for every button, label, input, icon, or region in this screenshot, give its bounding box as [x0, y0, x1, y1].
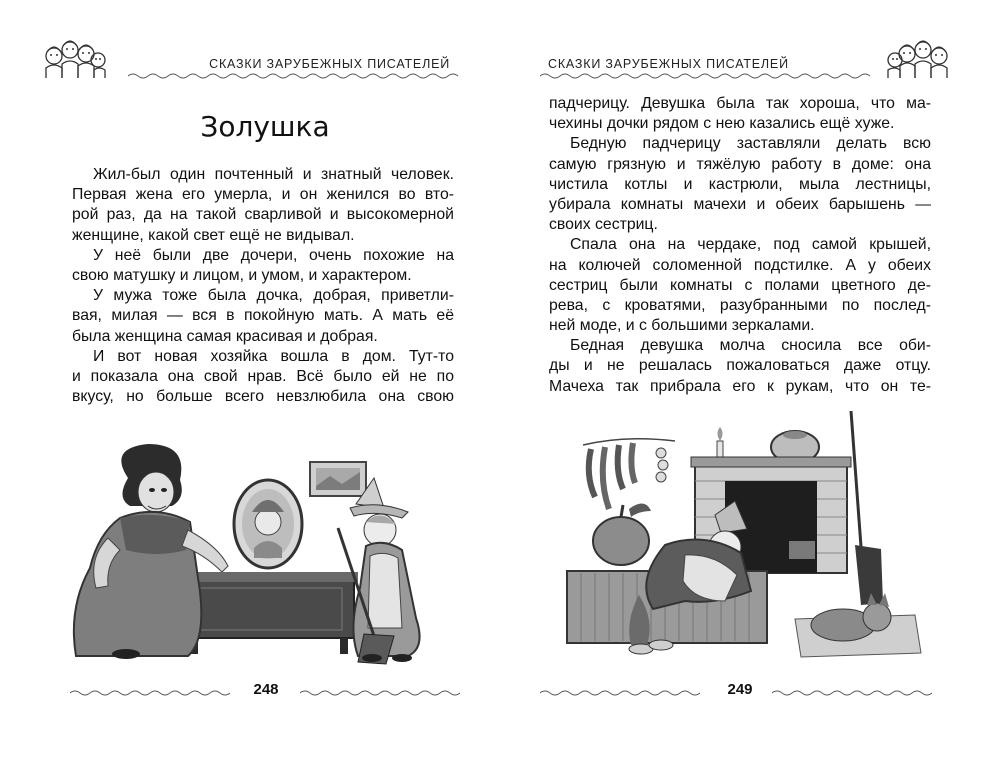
text-line: вкусу, но больше всего невзлюбила она свою — [72, 388, 454, 406]
story-title: Золушка — [200, 110, 330, 143]
running-head: СКАЗКИ ЗАРУБЕЖНЫХ ПИСАТЕЛЕЙ — [209, 57, 450, 71]
children-faces-logo-icon — [42, 34, 108, 80]
text-line: ней моде, и с большими зеркалами. — [549, 317, 815, 335]
text-line: рой раз, да на такой сварливой и высокомерной — [72, 206, 454, 224]
text-line: и показала она свой нрав. Всё было ей не по — [72, 367, 454, 385]
wavy-rule-icon — [772, 689, 932, 697]
text-line: Спала она на чердаке, под самой крышей, — [570, 236, 931, 254]
right-page — [500, 0, 1000, 758]
text-line: Мачеха так прибрала его к рукам, что он те- — [549, 377, 931, 395]
text-line: У мужа тоже была дочка, добрая, приветли- — [93, 287, 454, 305]
page-number: 249 — [727, 681, 753, 698]
text-line: была женщина самая красивая и добрая. — [72, 327, 378, 345]
text-line: И вот новая хозяйка вошла в дом. Тут-то — [93, 347, 454, 365]
text-line: ды и не решалась пожаловаться даже отцу. — [549, 357, 931, 375]
wavy-rule-icon — [540, 689, 700, 697]
text-line: свою матушку и лицом, и умом, и характером. — [72, 266, 412, 284]
text-line: рева, с кроватями, разубранными по послед- — [549, 296, 931, 314]
text-line: Бедную падчерицу заставляли делать всю — [570, 135, 931, 153]
wavy-rule-icon — [128, 72, 462, 80]
text-line: самую грязную и тяжёлую работу в доме: она — [549, 155, 931, 173]
cinderella-by-fireplace-illustration — [565, 405, 937, 667]
text-line: вая, милая — вся в покойную мать. А мать её — [72, 307, 454, 325]
text-line: падчерицу. Девушка была так хороша, что ма- — [549, 95, 931, 112]
text-line: убирала комнаты мачехи и обеих барышень — — [549, 195, 931, 213]
right-body-text — [549, 94, 931, 397]
page-number: 248 — [253, 681, 279, 698]
children-faces-logo-icon — [885, 34, 951, 80]
text-line: женщине, какой свет ещё не видывал. — [72, 226, 355, 244]
text-line: Бедная девушка молча сносила все оби- — [570, 337, 931, 355]
wavy-rule-icon — [300, 689, 460, 697]
text-line: У неё были две дочери, очень похожие на — [93, 246, 454, 264]
wavy-rule-icon — [70, 689, 230, 697]
text-line: на колючей соломенной подстилке. А у обеих — [549, 256, 931, 274]
wavy-rule-icon — [540, 72, 874, 80]
left-body-text — [72, 165, 454, 407]
text-line: чехины дочки рядом с нею казались ещё хуже. — [549, 115, 895, 133]
text-line: своих сестриц. — [549, 216, 658, 234]
text-line: чистила котлы и кастрюли, мыла лестницы, — [549, 175, 931, 193]
stepmother-and-cinderella-illustration — [68, 438, 444, 666]
text-line: Жил-был один почтенный и знатный человек. — [93, 166, 454, 183]
running-head: СКАЗКИ ЗАРУБЕЖНЫХ ПИСАТЕЛЕЙ — [548, 57, 789, 71]
text-line: сестриц были комнаты с полами цветного де- — [549, 276, 931, 294]
text-line: Первая жена его умерла, и он женился во вто- — [72, 186, 454, 204]
